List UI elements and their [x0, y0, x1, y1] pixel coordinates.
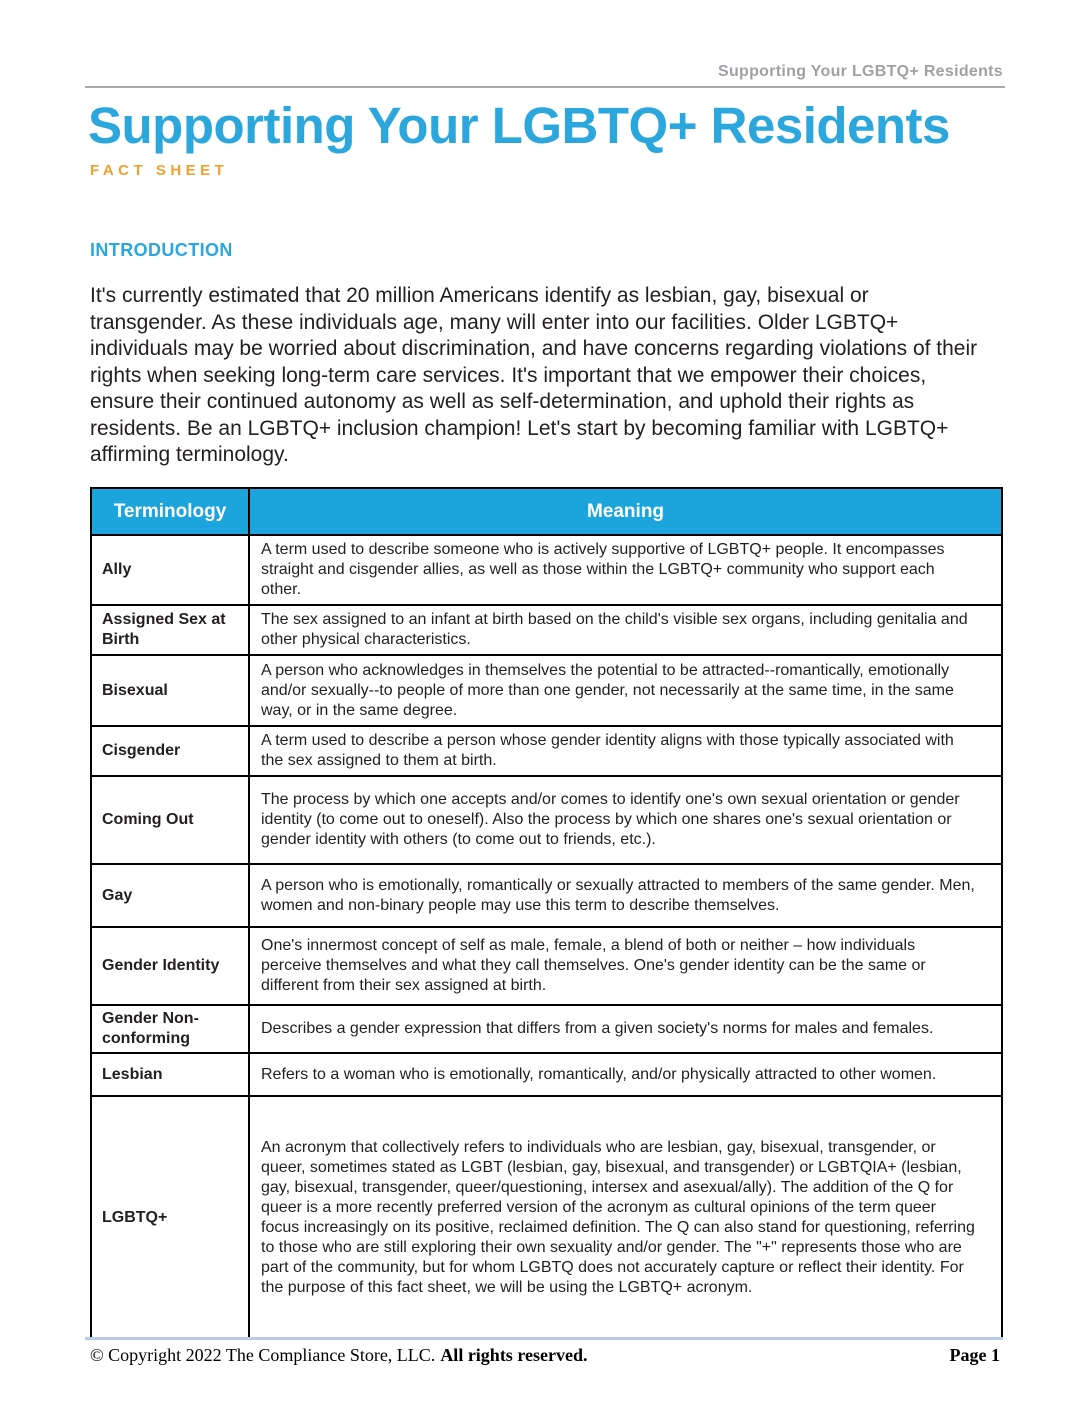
column-header-terminology: Terminology: [91, 488, 249, 535]
table-row: [91, 726, 1002, 776]
column-header-meaning: Meaning: [249, 488, 1002, 535]
term-cell: Cisgender: [91, 726, 249, 776]
meaning-cell: The sex assigned to an infant at birth based on the child's visible sex organs, including genitalia and other physical characteristics.: [249, 605, 1002, 655]
table-row: [91, 1053, 1002, 1096]
term-cell: Ally: [91, 535, 249, 605]
copyright-text: [90, 1345, 587, 1366]
meaning-cell: One's innermost concept of self as male, female, a blend of both or neither – how individuals perceive themselves and what they call themselves. One's gender identity can be the same or different from their sex assigned at birth.: [249, 927, 1002, 1005]
term-cell: Gender Identity: [91, 927, 249, 1005]
page-footer: [90, 1345, 1000, 1366]
table-row: [91, 535, 1002, 605]
table-row: [91, 1005, 1002, 1053]
table-row: [91, 605, 1002, 655]
header-rule: [85, 86, 1005, 88]
meaning-cell: A term used to describe a person whose gender identity aligns with those typically associated with the sex assigned to them at birth.: [249, 726, 1002, 776]
meaning-cell: The process by which one accepts and/or comes to identify one's own sexual orientation or gender identity (to come out to oneself). Also the process by which one shares one's sexual orientation or gender identity with others (to come out to friends, etc.).: [249, 776, 1002, 864]
table-header-row: [91, 488, 1002, 535]
introduction-heading: INTRODUCTION: [90, 240, 233, 260]
table-row: [91, 927, 1002, 1005]
terminology-table: [90, 487, 1003, 1340]
footer-rule: [85, 1337, 1003, 1340]
meaning-cell: A person who is emotionally, romantically or sexually attracted to members of the same gender. Men, women and non-binary people may use this term to describe themselves.: [249, 864, 1002, 927]
subtitle-fact-sheet: FACT SHEET: [90, 162, 229, 179]
meaning-cell: An acronym that collectively refers to individuals who are lesbian, gay, bisexual, transgender, or queer, sometimes stated as LGBT (lesbian, gay, bisexual, and transgender) or LGBTQIA+ (lesbian, gay, bisexual, transgender, queer/questioning, intersex and asexual/ally). The addition of the Q for queer is a more recently preferred version of the acronym as cultural opinions of the term queer focus increasingly on its positive, reclaimed definition. The Q can also stand for questioning, referring to those who are still exploring their own sexuality and/or gender. The "+" represents those who are part of the community, but for whom LGBTQ does not accurately capture or reflect their identity. For the purpose of this fact sheet, we will be using the LGBTQ+ acronym.: [249, 1096, 1002, 1339]
meaning-cell: Refers to a woman who is emotionally, romantically, and/or physically attracted to other women.: [249, 1053, 1002, 1096]
copyright-regular: © Copyright 2022 The Compliance Store, LLC.: [90, 1345, 436, 1365]
term-cell: Lesbian: [91, 1053, 249, 1096]
term-cell: Coming Out: [91, 776, 249, 864]
term-cell: LGBTQ+: [91, 1096, 249, 1339]
meaning-cell: A person who acknowledges in themselves the potential to be attracted--romantically, emotionally and/or sexually--to people of more than one gender, not necessarily at the same time, in the same way, or in the same degree.: [249, 655, 1002, 726]
meaning-cell: A term used to describe someone who is actively supportive of LGBTQ+ people. It encompasses straight and cisgender allies, as well as those within the LGBTQ+ community who support each other.: [249, 535, 1002, 605]
meaning-cell: Describes a gender expression that differs from a given society's norms for males and females.: [249, 1005, 1002, 1053]
table-row: [91, 776, 1002, 864]
page-number: Page 1: [949, 1345, 1000, 1365]
page-title: Supporting Your LGBTQ+ Residents: [88, 97, 950, 154]
introduction-paragraph: It's currently estimated that 20 million Americans identify as lesbian, gay, bisexual or transgender. As these individuals age, many will enter into our facilities. Older LGBTQ+ individuals may be worried about discrimination, and have concerns regarding violations of their rights when seeking long-term care services. It's important that we empower their choices, ensure their continued autonomy as well as self-determination, and uphold their rights as residents. Be an LGBTQ+ inclusion champion! Let's start by becoming familiar with LGBTQ+ affirming terminology.: [90, 284, 978, 466]
term-cell: Assigned Sex at Birth: [91, 605, 249, 655]
term-cell: Bisexual: [91, 655, 249, 726]
table-row: [91, 864, 1002, 927]
running-header: Supporting Your LGBTQ+ Residents: [717, 63, 1003, 80]
term-cell: Gender Non-conforming: [91, 1005, 249, 1053]
term-cell: Gay: [91, 864, 249, 927]
copyright-bold: All rights reserved.: [440, 1345, 588, 1365]
table-row: [91, 1096, 1002, 1339]
table-row: [91, 655, 1002, 726]
